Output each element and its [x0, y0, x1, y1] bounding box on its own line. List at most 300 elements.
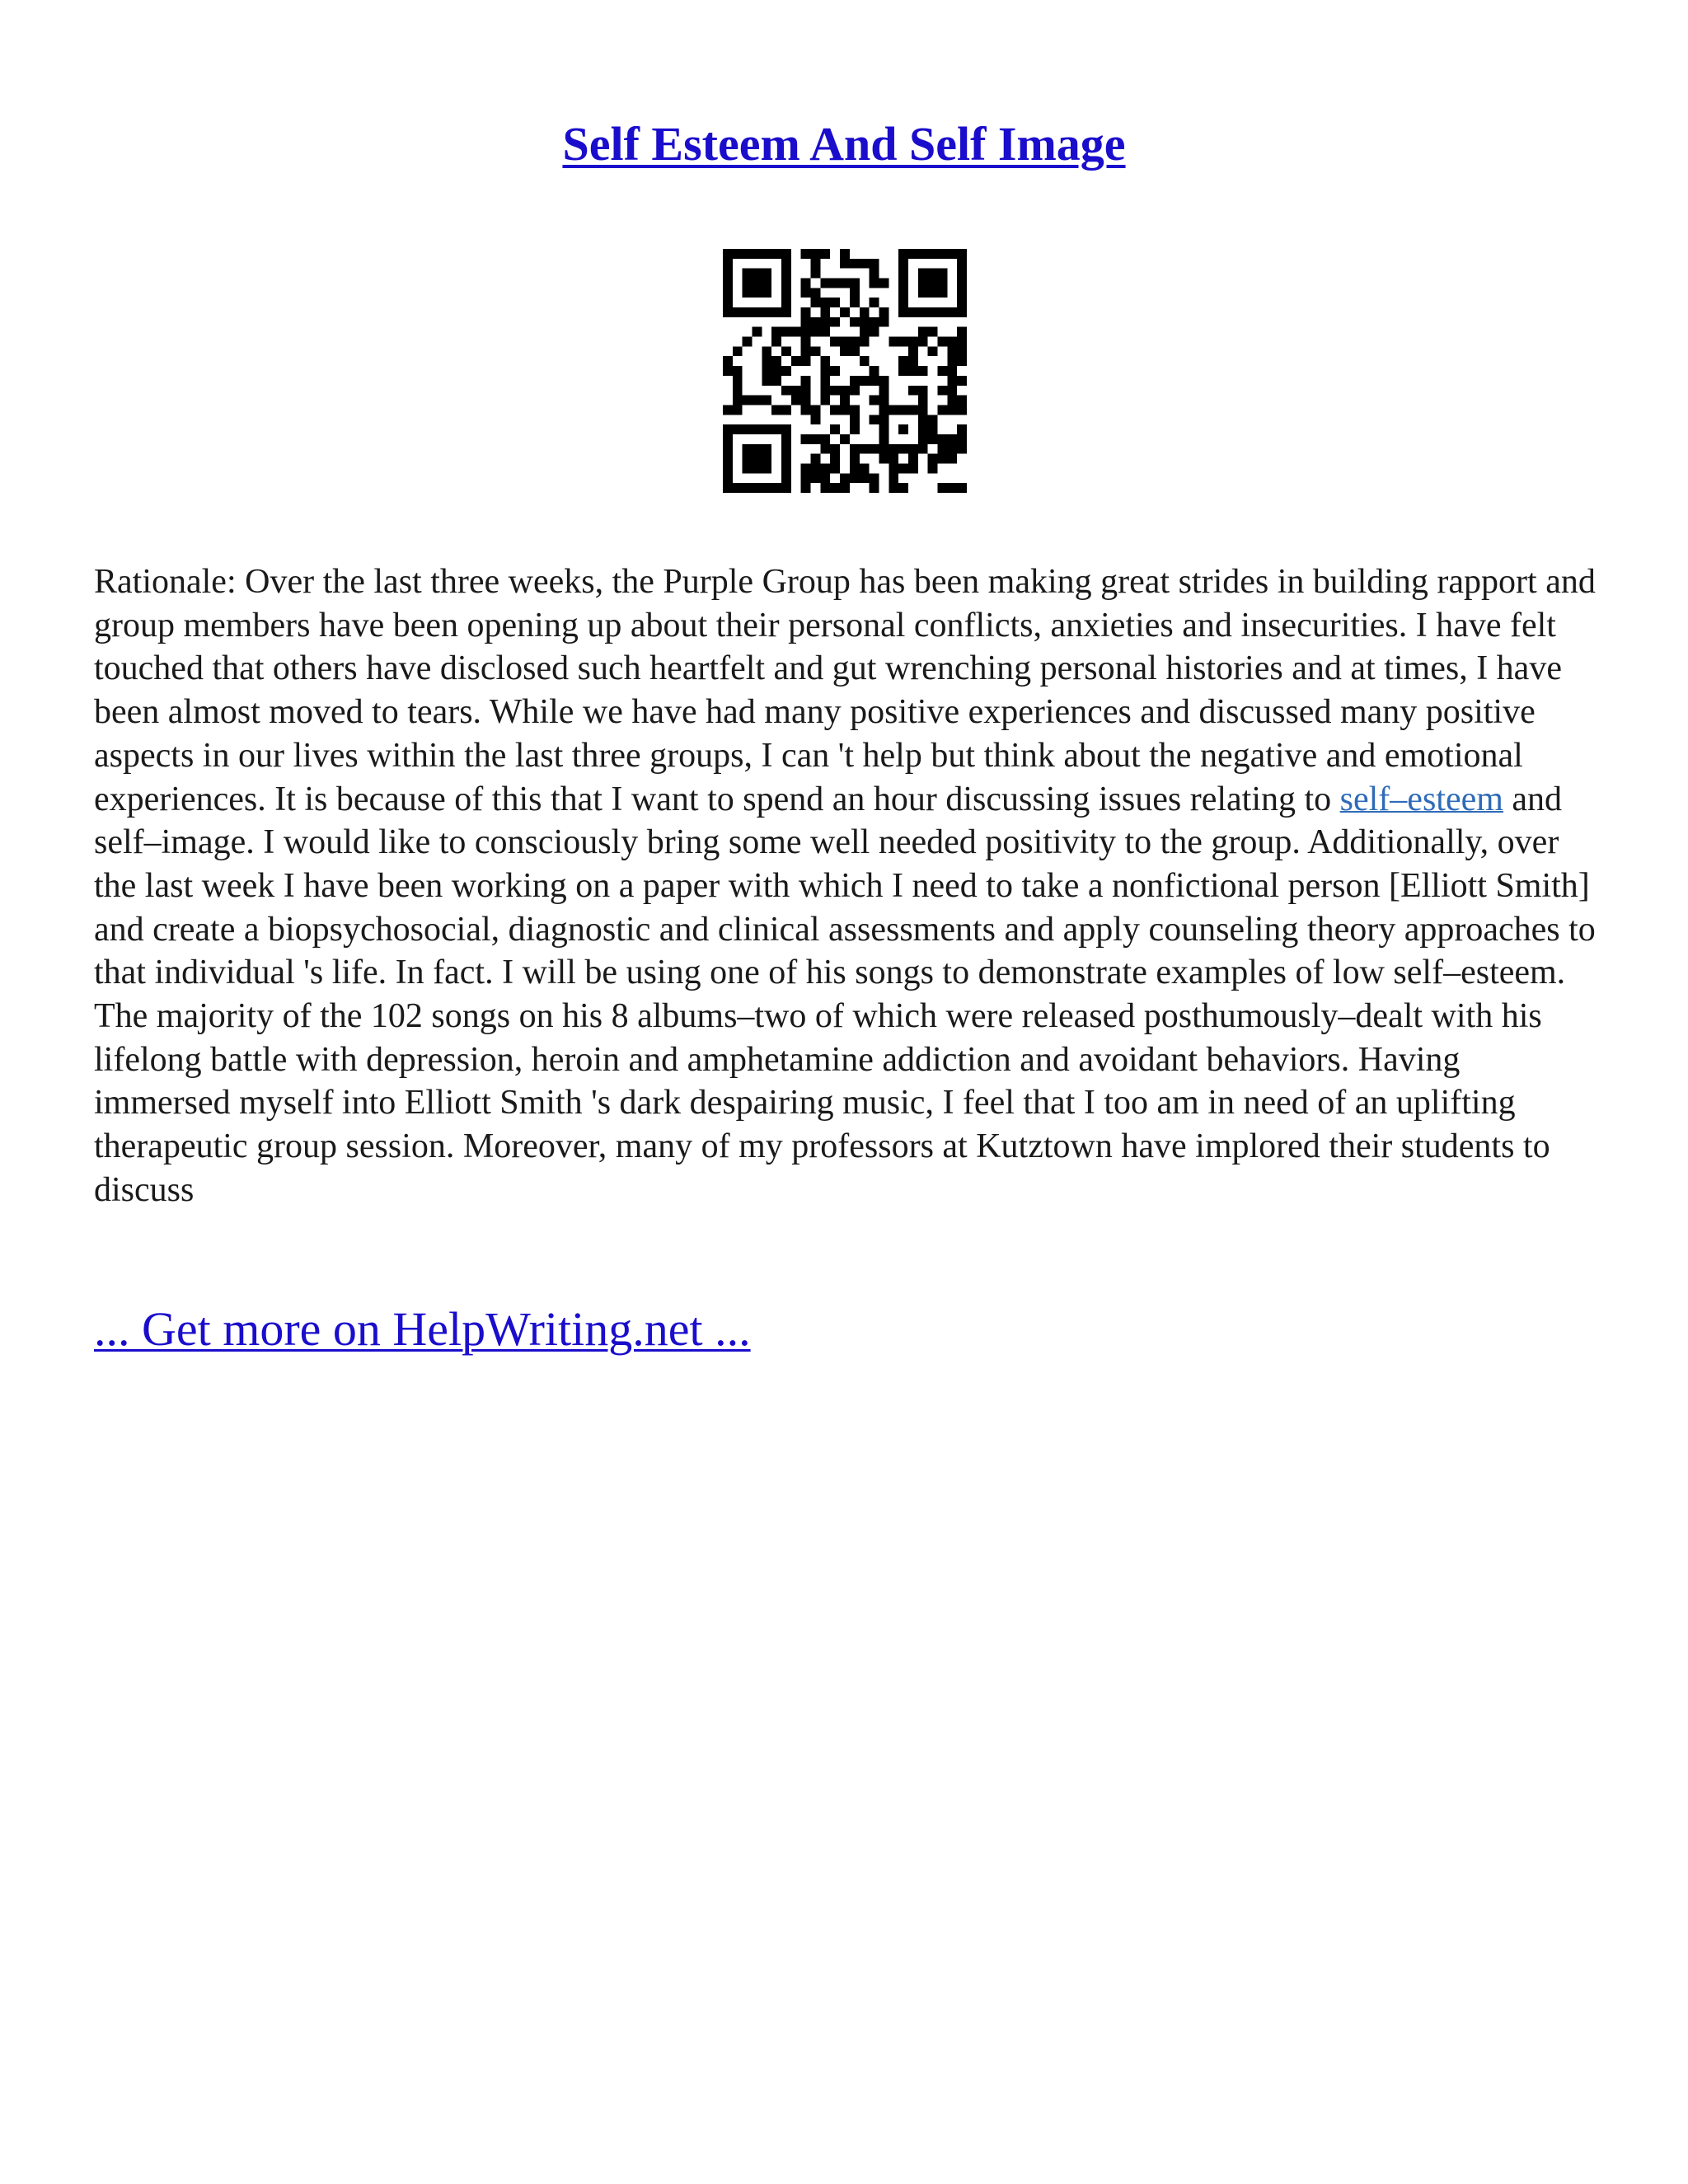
- qr-module: [908, 463, 918, 473]
- qr-module: [830, 366, 840, 376]
- qr-module: [723, 298, 733, 307]
- qr-module: [811, 346, 821, 356]
- qr-module: [743, 307, 753, 317]
- qr-module: [771, 376, 781, 386]
- qr-module: [937, 444, 947, 454]
- qr-module: [918, 366, 928, 376]
- qr-module: [791, 396, 801, 405]
- qr-module: [957, 259, 967, 269]
- qr-module: [870, 396, 879, 405]
- qr-module: [762, 366, 771, 376]
- qr-module: [781, 473, 791, 483]
- qr-module: [762, 288, 771, 298]
- qr-module: [928, 434, 938, 444]
- qr-module: [898, 307, 908, 317]
- qr-module: [870, 444, 879, 454]
- qr-module: [771, 405, 781, 415]
- qr-module: [781, 288, 791, 298]
- qr-module: [928, 454, 938, 464]
- qr-module: [850, 279, 860, 288]
- qr-module: [879, 386, 889, 396]
- qr-module: [957, 356, 967, 366]
- qr-module: [723, 405, 733, 415]
- qr-module: [820, 463, 830, 473]
- qr-module: [743, 424, 753, 434]
- qr-module: [937, 249, 947, 259]
- qr-module: [947, 337, 957, 347]
- qr-module: [937, 337, 947, 347]
- qr-module: [889, 483, 898, 493]
- qr-module: [771, 483, 781, 493]
- qr-module: [723, 463, 733, 473]
- qr-module: [811, 327, 821, 337]
- qr-module: [811, 415, 821, 424]
- qr-module: [889, 454, 898, 464]
- qr-module: [908, 405, 918, 415]
- qr-module: [860, 317, 870, 327]
- qr-module: [753, 288, 762, 298]
- get-more-link-container: [94, 1301, 751, 1358]
- qr-module: [850, 298, 860, 307]
- qr-module: [918, 269, 928, 279]
- qr-module: [870, 298, 879, 307]
- qr-module: [947, 366, 957, 376]
- qr-module: [918, 307, 928, 317]
- qr-module: [957, 444, 967, 454]
- qr-module: [771, 424, 781, 434]
- qr-module: [860, 307, 870, 317]
- qr-module: [733, 483, 743, 493]
- qr-module: [937, 434, 947, 444]
- qr-module: [830, 337, 840, 347]
- qr-module: [898, 259, 908, 269]
- qr-module: [723, 444, 733, 454]
- qr-module: [908, 454, 918, 464]
- qr-module: [957, 346, 967, 356]
- qr-module: [908, 337, 918, 347]
- qr-module: [762, 463, 771, 473]
- qr-module: [801, 405, 811, 415]
- qr-module: [947, 386, 957, 396]
- qr-module: [733, 366, 743, 376]
- qr-module: [937, 366, 947, 376]
- qr-module: [820, 444, 830, 454]
- qr-module: [947, 249, 957, 259]
- qr-module: [723, 307, 733, 317]
- qr-module: [801, 337, 811, 347]
- qr-module: [947, 454, 957, 464]
- qr-module: [811, 298, 821, 307]
- qr-module: [781, 444, 791, 454]
- qr-module: [928, 279, 938, 288]
- qr-module: [791, 386, 801, 396]
- qr-module: [723, 434, 733, 444]
- qr-module: [947, 405, 957, 415]
- qr-module: [820, 473, 830, 483]
- qr-module: [743, 396, 753, 405]
- qr-module: [850, 376, 860, 386]
- body-text-start: Rationale: Over the last three weeks, the Purple Group has been making great strides in building rapport and group members have been opening up about their personal conflicts, anxieties and insecurities. I have felt touched that others have disclosed such heartfelt and gut wrenching personal histories and at times, I have been almost moved to tears. While we have had many positive experiences and discussed many positive aspects in our lives within the last three groups, I can 't help but think about the negative and emotional experiences. It is because of this that I want to spend an hour discussing issues relating to: [94, 563, 1596, 818]
- qr-module: [879, 279, 889, 288]
- qr-module: [762, 279, 771, 288]
- qr-module: [743, 269, 753, 279]
- qr-module: [898, 405, 908, 415]
- qr-module: [733, 405, 743, 415]
- qr-module: [743, 288, 753, 298]
- qr-module: [771, 327, 781, 337]
- qr-module: [733, 376, 743, 386]
- qr-module: [918, 405, 928, 415]
- qr-module: [879, 405, 889, 415]
- qr-module: [723, 366, 733, 376]
- qr-module: [811, 454, 821, 464]
- qr-module: [762, 346, 771, 356]
- body-text-end: and self–image. I would like to consciously bring some well needed positivity to the group. Additionally, over the last week I have been working on a paper with which I need to take a nonfictional person [Elliott Smith] and create a biopsychosocial, diagnostic and clinical assessments and apply counseling theory approaches to that individual 's life. In fact. I will be using one of his songs to demonstrate examples of low self–esteem. The majority of the 102 songs on his 8 albums–two of which were released posthumously–dealt with his lifelong battle with depression, heroin and amphetamine addiction and avoidant behaviors. Having immersed myself into Elliott Smith 's dark despairing music, I feel that I too am in need of an uplifting therapeutic group session. Moreover, many of my professors at Kutztown have implored their students to discuss: [94, 780, 1596, 1209]
- qr-module: [957, 269, 967, 279]
- qr-module: [820, 483, 830, 493]
- qr-module: [879, 376, 889, 386]
- qr-module: [947, 396, 957, 405]
- qr-module: [801, 396, 811, 405]
- qr-module: [937, 454, 947, 464]
- qr-module: [937, 288, 947, 298]
- qr-module: [762, 269, 771, 279]
- qr-module: [791, 356, 801, 366]
- qr-module: [723, 269, 733, 279]
- qr-module: [947, 434, 957, 444]
- qr-module: [860, 337, 870, 347]
- qr-module: [957, 298, 967, 307]
- qr-module: [801, 279, 811, 288]
- qr-module: [830, 279, 840, 288]
- qr-module: [811, 249, 821, 259]
- qr-module: [811, 463, 821, 473]
- qr-module: [908, 444, 918, 454]
- qr-module: [928, 249, 938, 259]
- qr-module: [898, 249, 908, 259]
- qr-module: [801, 356, 811, 366]
- qr-module: [957, 396, 967, 405]
- qr-module: [918, 434, 928, 444]
- qr-module: [879, 415, 889, 424]
- qr-module: [879, 307, 889, 317]
- qr-module: [723, 259, 733, 269]
- qr-module: [850, 288, 860, 298]
- qr-module: [850, 454, 860, 464]
- qr-module: [918, 279, 928, 288]
- qr-module: [928, 463, 938, 473]
- qr-module: [762, 307, 771, 317]
- qr-module: [879, 396, 889, 405]
- qr-module: [957, 307, 967, 317]
- qr-module: [947, 444, 957, 454]
- qr-module: [850, 259, 860, 269]
- qr-module: [801, 249, 811, 259]
- qr-module: [753, 463, 762, 473]
- qr-module: [937, 279, 947, 288]
- qr-module: [889, 405, 898, 415]
- qr-module: [840, 386, 850, 396]
- self-esteem-link[interactable]: self–esteem: [1339, 780, 1503, 818]
- qr-module: [840, 259, 850, 269]
- qr-module: [879, 317, 889, 327]
- qr-module: [957, 376, 967, 386]
- qr-module: [889, 444, 898, 454]
- qr-module: [781, 386, 791, 396]
- qr-module: [850, 444, 860, 454]
- qr-module: [928, 415, 938, 424]
- qr-module: [860, 259, 870, 269]
- qr-module: [860, 376, 870, 386]
- qr-module: [840, 337, 850, 347]
- qr-module: [771, 337, 781, 347]
- qr-module: [870, 269, 879, 279]
- qr-module: [928, 269, 938, 279]
- qr-module: [830, 386, 840, 396]
- qr-module: [840, 249, 850, 259]
- qr-module: [771, 366, 781, 376]
- qr-module: [820, 317, 830, 327]
- qr-module: [870, 483, 879, 493]
- qr-module: [811, 269, 821, 279]
- qr-module: [820, 366, 830, 376]
- qr-module: [870, 327, 879, 337]
- qr-module: [753, 327, 762, 337]
- qr-module: [820, 434, 830, 444]
- qr-module: [811, 317, 821, 327]
- qr-module: [733, 386, 743, 396]
- qr-module: [820, 386, 830, 396]
- qr-module: [820, 307, 830, 317]
- qr-module: [723, 279, 733, 288]
- qr-module: [830, 463, 840, 473]
- qr-module: [908, 386, 918, 396]
- qr-module: [908, 346, 918, 356]
- qr-module: [870, 279, 879, 288]
- qr-module: [801, 434, 811, 444]
- get-more-link[interactable]: ... Get more on HelpWriting.net ...: [94, 1302, 751, 1356]
- qr-module: [743, 279, 753, 288]
- qr-module: [733, 307, 743, 317]
- body-paragraph: [94, 560, 1602, 1212]
- qr-module: [957, 327, 967, 337]
- qr-module: [781, 424, 791, 434]
- qr-module: [781, 307, 791, 317]
- qr-module: [781, 434, 791, 444]
- qr-module: [781, 298, 791, 307]
- qr-module: [918, 327, 928, 337]
- qr-module: [820, 298, 830, 307]
- qr-module: [898, 366, 908, 376]
- qr-module: [879, 434, 889, 444]
- qr-module: [840, 307, 850, 317]
- qr-module: [957, 279, 967, 288]
- qr-module: [781, 259, 791, 269]
- qr-module: [840, 483, 850, 493]
- qr-module: [781, 405, 791, 415]
- document-title: [0, 115, 1688, 173]
- qr-module: [898, 356, 908, 366]
- qr-module: [801, 473, 811, 483]
- qr-module: [830, 298, 840, 307]
- qr-module: [898, 463, 908, 473]
- qr-module: [850, 405, 860, 415]
- qr-module: [762, 249, 771, 259]
- qr-module: [723, 424, 733, 434]
- qr-module: [811, 405, 821, 415]
- qr-module: [753, 424, 762, 434]
- qr-module: [870, 317, 879, 327]
- qr-module: [781, 269, 791, 279]
- qr-module: [830, 454, 840, 464]
- qr-module: [860, 463, 870, 473]
- qr-module: [928, 424, 938, 434]
- qr-module: [762, 454, 771, 464]
- qr-module: [733, 396, 743, 405]
- qr-module: [723, 473, 733, 483]
- qr-module: [860, 444, 870, 454]
- qr-module: [870, 259, 879, 269]
- qr-module: [820, 376, 830, 386]
- title-link[interactable]: Self Esteem And Self Image: [562, 117, 1126, 171]
- qr-module: [830, 317, 840, 327]
- qr-module: [937, 307, 947, 317]
- qr-module: [762, 444, 771, 454]
- qr-module: [898, 483, 908, 493]
- qr-module: [850, 463, 860, 473]
- qr-module: [753, 454, 762, 464]
- qr-module: [753, 269, 762, 279]
- qr-module: [879, 454, 889, 464]
- qr-module: [723, 454, 733, 464]
- qr-module: [918, 424, 928, 434]
- qr-module: [743, 463, 753, 473]
- qr-module: [928, 346, 938, 356]
- qr-module: [781, 366, 791, 376]
- qr-module: [762, 424, 771, 434]
- qr-module: [957, 337, 967, 347]
- qr-module: [957, 405, 967, 415]
- qr-module: [811, 434, 821, 444]
- qr-module: [947, 376, 957, 386]
- qr-module: [820, 327, 830, 337]
- qr-module: [850, 424, 860, 434]
- qr-module: [762, 356, 771, 366]
- qr-module: [781, 249, 791, 259]
- qr-module: [830, 405, 840, 415]
- qr-module: [801, 307, 811, 317]
- qr-module: [928, 288, 938, 298]
- qr-module: [850, 337, 860, 347]
- qr-module: [771, 249, 781, 259]
- qr-module: [753, 307, 762, 317]
- qr-module: [820, 279, 830, 288]
- qr-module: [840, 473, 850, 483]
- qr-module: [898, 424, 908, 434]
- qr-module: [801, 346, 811, 356]
- qr-module: [801, 483, 811, 493]
- qr-module: [947, 346, 957, 356]
- qr-module: [918, 386, 928, 396]
- qr-module: [753, 249, 762, 259]
- qr-module: [957, 483, 967, 493]
- qr-module: [820, 356, 830, 366]
- qr-module: [860, 473, 870, 483]
- qr-module: [801, 463, 811, 473]
- qr-module: [898, 444, 908, 454]
- qr-module: [820, 396, 830, 405]
- qr-module: [840, 405, 850, 415]
- qr-module: [791, 327, 801, 337]
- qr-module: [870, 376, 879, 386]
- qr-module: [840, 279, 850, 288]
- qr-module: [918, 415, 928, 424]
- qr-module: [743, 454, 753, 464]
- qr-module: [743, 337, 753, 347]
- qr-module: [743, 249, 753, 259]
- qr-module: [771, 307, 781, 317]
- qr-module: [957, 434, 967, 444]
- qr-code-icon: [723, 249, 967, 493]
- qr-module: [947, 483, 957, 493]
- qr-module: [830, 424, 840, 434]
- qr-module: [820, 249, 830, 259]
- qr-module: [811, 288, 821, 298]
- qr-module: [898, 269, 908, 279]
- qr-module: [937, 483, 947, 493]
- qr-module: [771, 356, 781, 366]
- qr-module: [781, 483, 791, 493]
- qr-module: [781, 327, 791, 337]
- qr-module: [937, 386, 947, 396]
- qr-module: [937, 405, 947, 415]
- qr-module: [908, 307, 918, 317]
- qr-module: [870, 366, 879, 376]
- qr-module: [850, 346, 860, 356]
- qr-module: [918, 288, 928, 298]
- qr-module: [811, 259, 821, 269]
- qr-module: [957, 424, 967, 434]
- qr-module: [860, 327, 870, 337]
- qr-module: [850, 386, 860, 396]
- qr-module: [957, 288, 967, 298]
- qr-module: [801, 288, 811, 298]
- qr-module: [928, 327, 938, 337]
- qr-module: [781, 463, 791, 473]
- qr-module: [870, 473, 879, 483]
- qr-module: [850, 317, 860, 327]
- qr-module: [743, 444, 753, 454]
- qr-module: [879, 424, 889, 434]
- qr-module: [898, 288, 908, 298]
- qr-module: [918, 396, 928, 405]
- qr-module: [753, 396, 762, 405]
- qr-module: [762, 483, 771, 493]
- qr-module: [801, 327, 811, 337]
- qr-module: [762, 376, 771, 386]
- qr-module: [753, 279, 762, 288]
- qr-module: [723, 483, 733, 493]
- qr-module: [762, 396, 771, 405]
- qr-module: [908, 249, 918, 259]
- qr-module: [753, 483, 762, 493]
- qr-module: [850, 473, 860, 483]
- qr-module: [889, 463, 898, 473]
- qr-module: [928, 307, 938, 317]
- qr-module: [947, 307, 957, 317]
- qr-module: [850, 415, 860, 424]
- qr-module: [801, 376, 811, 386]
